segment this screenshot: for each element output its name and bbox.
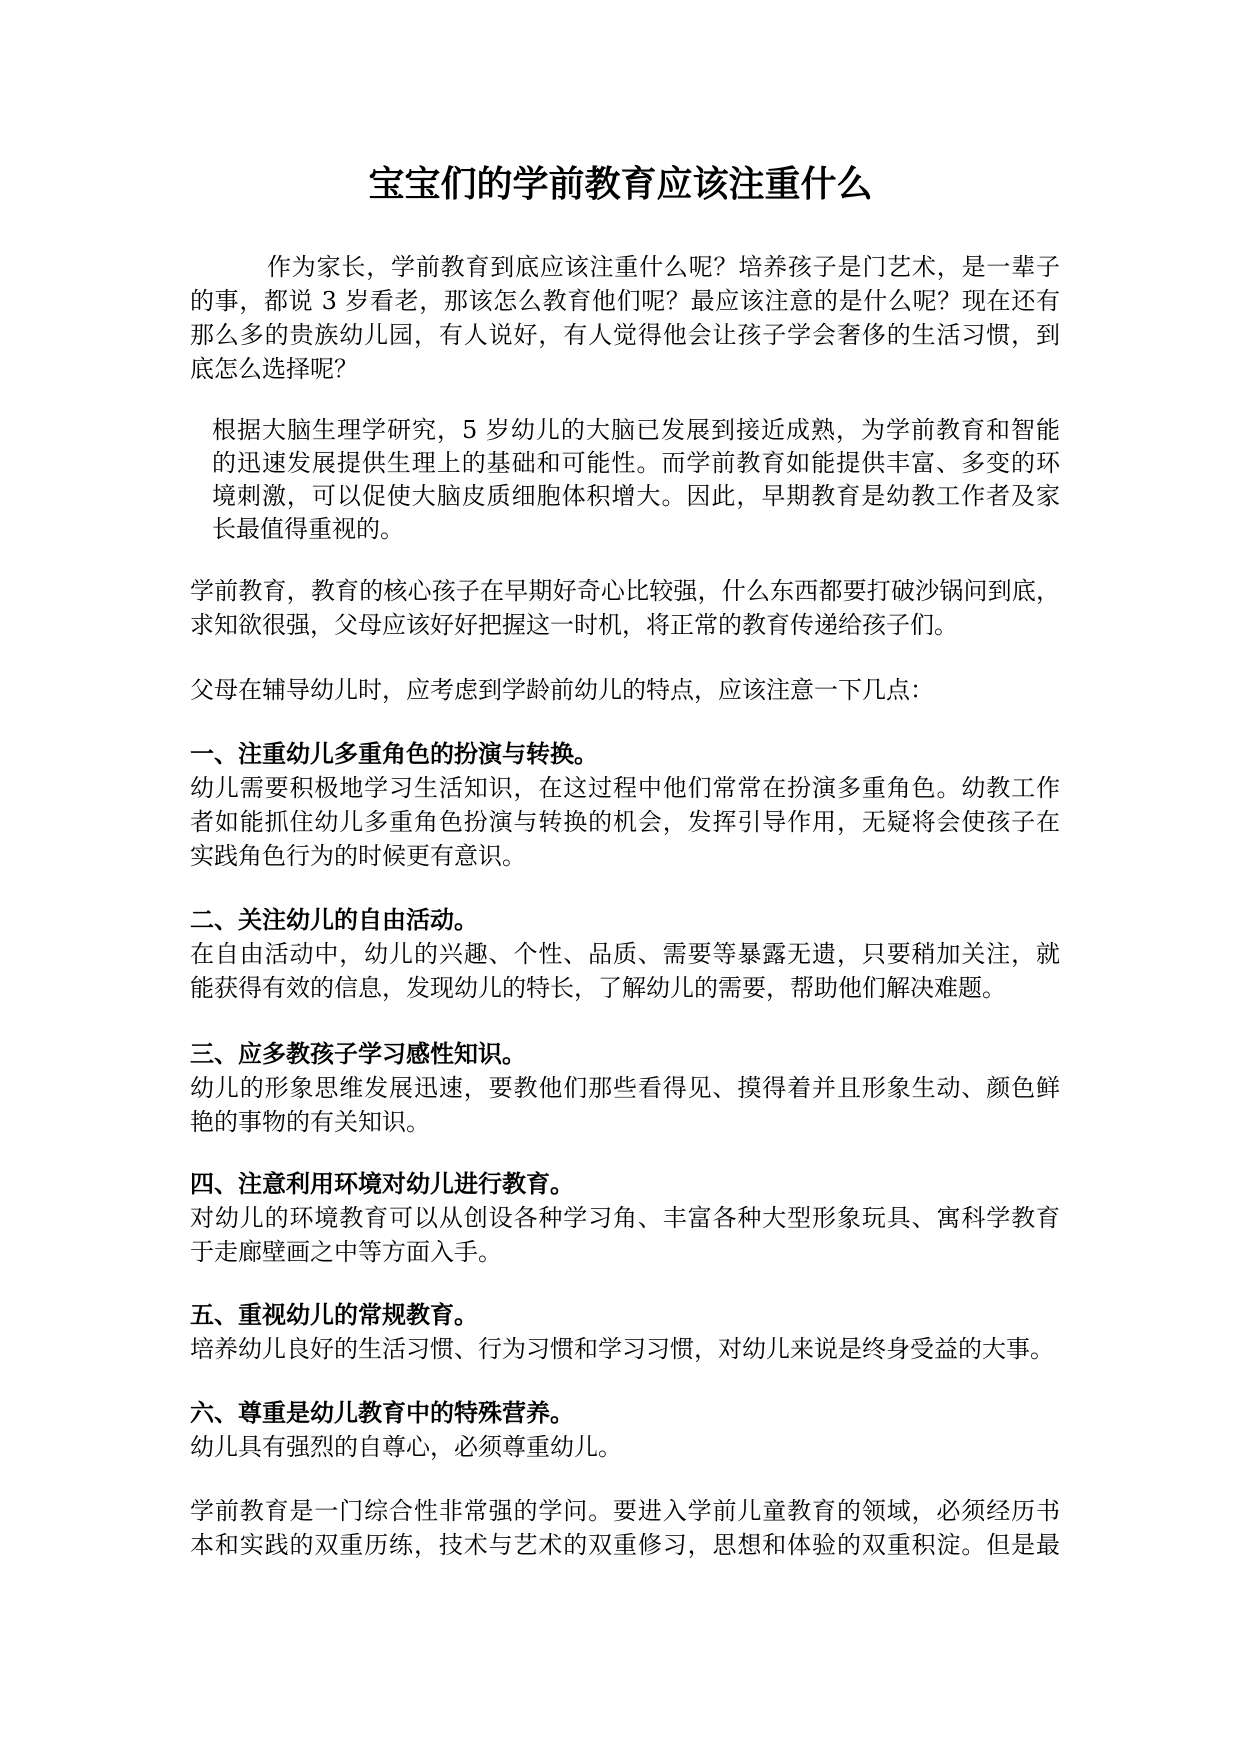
- paragraph-line: 父母在辅导幼儿时，应考虑到学龄前幼儿的特点，应该注意一下几点：: [190, 676, 934, 704]
- research-paragraph: [212, 414, 1060, 546]
- section-heading: 三、应多教孩子学习感性知识。: [190, 1039, 526, 1068]
- paragraph-line: 的迅速发展提供生理上的基础和可能性。而学前教育如能提供丰富、多变的环: [212, 449, 1060, 477]
- section-line: 在自由活动中，幼儿的兴趣、个性、品质、需要等暴露无遗，只要稍加关注，就: [190, 940, 1060, 968]
- section-3: [190, 1037, 1060, 1139]
- section-heading: 二、关注幼儿的自由活动。: [190, 905, 478, 934]
- section-line: 培养幼儿良好的生活习惯、行为习惯和学习习惯，对幼儿来说是终身受益的大事。: [190, 1335, 1054, 1363]
- paragraph-line: 求知欲很强，父母应该好好把握这一时机，将正常的教育传递给孩子们。: [190, 611, 958, 639]
- paragraph-line: 底怎么选择呢？: [190, 355, 358, 383]
- section-line: 者如能抓住幼儿多重角色扮演与转换的机会，发挥引导作用，无疑将会使孩子在: [190, 808, 1060, 836]
- guidance-paragraph: [190, 673, 1060, 707]
- section-4: [190, 1167, 1060, 1269]
- paragraph-line: 学前教育，教育的核心孩子在早期好奇心比较强，什么东西都要打破沙锅问到底，: [190, 577, 1060, 605]
- closing-paragraph: [190, 1494, 1060, 1562]
- intro-paragraph: [190, 250, 1060, 386]
- paragraph-line: 境刺激，可以促使大脑皮质细胞体积增大。因此，早期教育是幼教工作者及家: [212, 482, 1060, 510]
- paragraph-line: 作为家长，学前教育到底应该注重什么呢？培养孩子是门艺术，是一辈子: [267, 253, 1060, 281]
- section-line: 于走廊壁画之中等方面入手。: [190, 1238, 502, 1266]
- section-heading: 一、注重幼儿多重角色的扮演与转换。: [190, 739, 598, 768]
- section-6: [190, 1396, 1060, 1464]
- section-heading: 四、注意利用环境对幼儿进行教育。: [190, 1169, 574, 1198]
- section-line: 能获得有效的信息，发现幼儿的特长，了解幼儿的需要，帮助他们解决难题。: [190, 974, 1006, 1002]
- section-line: 幼儿需要积极地学习生活知识，在这过程中他们常常在扮演多重角色。幼教工作: [190, 774, 1060, 802]
- section-1: [190, 737, 1060, 873]
- section-heading: 五、重视幼儿的常规教育。: [190, 1300, 478, 1329]
- section-line: 实践角色行为的时候更有意识。: [190, 842, 526, 870]
- document-title: 宝宝们的学前教育应该注重什么: [368, 163, 873, 205]
- curiosity-paragraph: [190, 574, 1060, 642]
- paragraph-line: 学前教育是一门综合性非常强的学问。要进入学前儿童教育的领域，必须经历书: [190, 1497, 1060, 1525]
- paragraph-line: 根据大脑生理学研究，5 岁幼儿的大脑已发展到接近成熟，为学前教育和智能: [212, 416, 1060, 444]
- section-5: [190, 1298, 1060, 1366]
- section-line: 对幼儿的环境教育可以从创设各种学习角、丰富各种大型形象玩具、寓科学教育: [190, 1204, 1060, 1232]
- section-line: 幼儿具有强烈的自尊心，必须尊重幼儿。: [190, 1433, 622, 1461]
- section-line: 幼儿的形象思维发展迅速，要教他们那些看得见、摸得着并且形象生动、颜色鲜: [190, 1074, 1060, 1102]
- section-line: 艳的事物的有关知识。: [190, 1108, 430, 1136]
- section-heading: 六、尊重是幼儿教育中的特殊营养。: [190, 1398, 574, 1427]
- paragraph-line: 的事，都说 3 岁看老，那该怎么教育他们呢？最应该注意的是什么呢？现在还有: [190, 287, 1060, 315]
- paragraph-line: 本和实践的双重历练，技术与艺术的双重修习，思想和体验的双重积淀。但是最: [190, 1531, 1060, 1559]
- paragraph-line: 那么多的贵族幼儿园，有人说好，有人觉得他会让孩子学会奢侈的生活习惯，到: [190, 321, 1060, 349]
- paragraph-line: 长最值得重视的。: [212, 515, 404, 543]
- section-2: [190, 903, 1060, 1005]
